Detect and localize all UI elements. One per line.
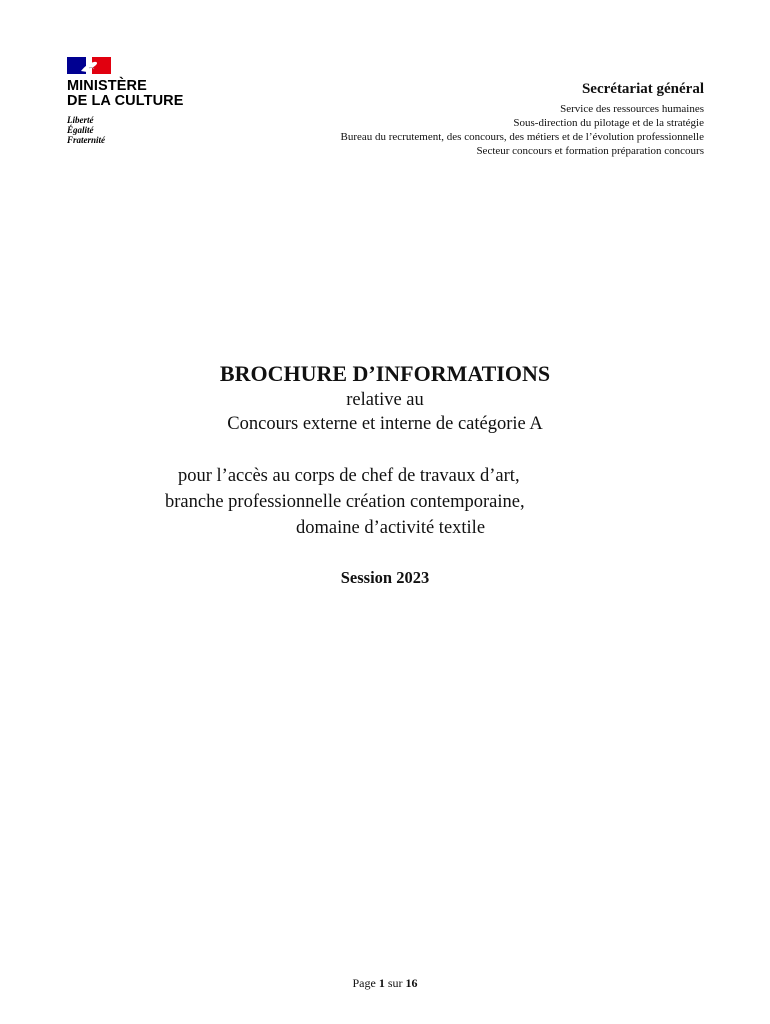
department-line-2: Sous-direction du pilotage et de la stratégie (513, 117, 704, 129)
motto-fraternite: Fraternité (67, 135, 106, 145)
ministry-line-1: MINISTÈRE (67, 78, 147, 94)
description-block (0, 463, 770, 541)
description-line-3: domaine d’activité textile (296, 518, 486, 538)
page-footer (0, 976, 770, 991)
secretariat-title: Secrétariat général (581, 81, 704, 97)
page-word: Page (352, 976, 376, 990)
title-line-concours: Concours externe et interne de catégorie A (227, 414, 543, 434)
marianne-flag-icon (67, 57, 111, 74)
session-label: Session 2023 (340, 568, 430, 587)
brochure-title: BROCHURE D’INFORMATIONS (219, 361, 551, 386)
page-total: 16 (405, 976, 418, 990)
motto-liberte: Liberté (67, 115, 94, 125)
motto-egalite: Égalité (67, 125, 94, 135)
description-line-2: branche professionnelle création contemporaine, (165, 492, 525, 512)
department-line-1: Service des ressources humaines (560, 103, 704, 115)
page-number: 1 (378, 976, 385, 990)
department-header (184, 80, 704, 158)
department-line-3: Bureau du recrutement, des concours, des métiers et de l’évolution professionnelle (340, 131, 704, 143)
description-line-1: pour l’accès au corps de chef de travaux d’art, (178, 466, 520, 486)
department-line-4: Secteur concours et formation préparation concours (476, 145, 704, 157)
title-block (0, 360, 770, 436)
title-line-relative: relative au (346, 390, 424, 410)
ministry-line-2: DE LA CULTURE (67, 93, 184, 109)
page-sur: sur (387, 976, 403, 990)
